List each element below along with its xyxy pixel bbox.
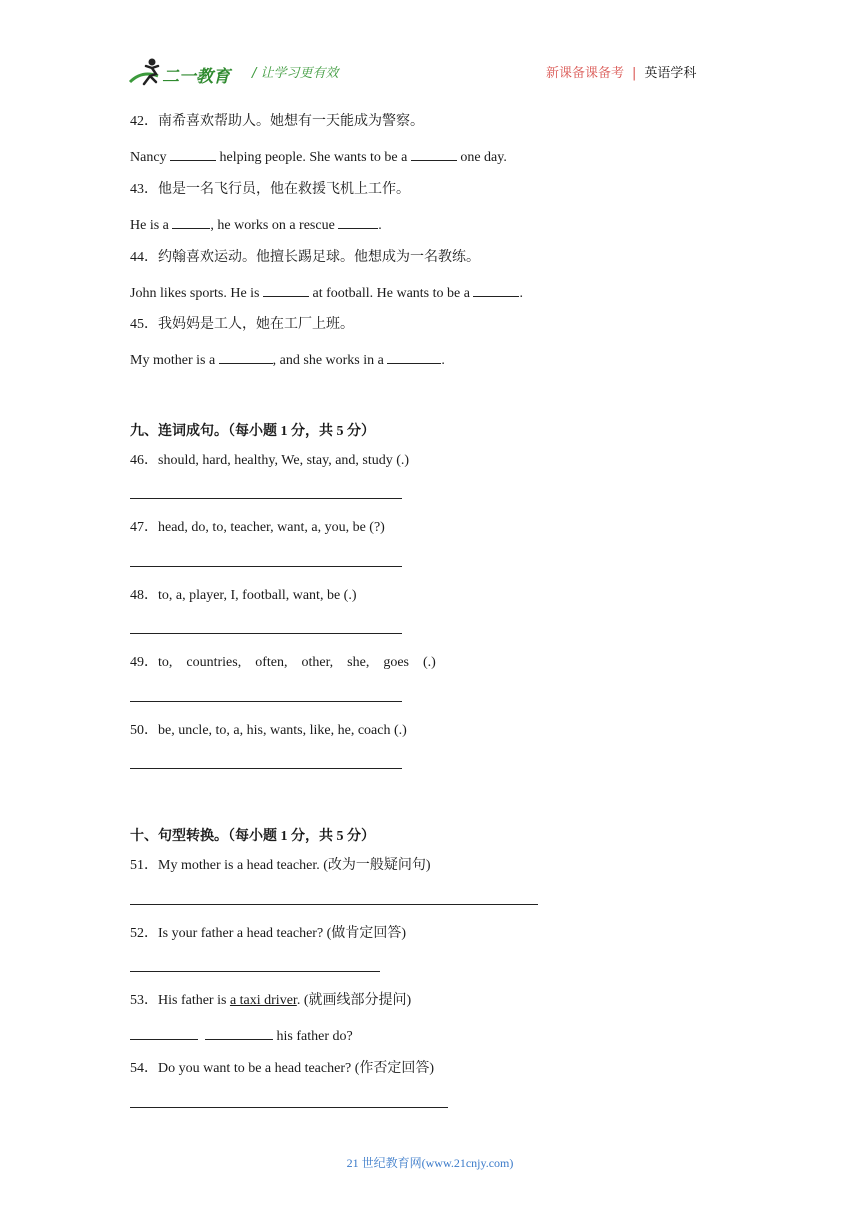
q43-blank-1[interactable] [172,215,210,229]
q43-blank-2[interactable] [338,215,378,229]
q52-prompt: 52．Is your father a head teacher? (做肯定回答) [130,926,407,941]
q54-prompt: 54．Do you want to be a head teacher? (作否定回答) [130,1061,435,1076]
q42-chinese: 42．南希喜欢帮助人。她想有一天能成为警察。 [130,114,424,129]
q45-blank-2[interactable] [387,350,441,364]
q53-blank-2[interactable] [205,1026,273,1040]
page-footer: 21 世纪教育网(www.21cnjy.com) [346,1156,514,1170]
q47-answer-line[interactable] [130,566,402,567]
q44-chinese: 44．约翰喜欢运动。他擅长踢足球。他想成为一名教练。 [130,250,480,265]
q43-english: He is a , he works on a rescue . [130,215,382,235]
header-divider: | [632,66,637,81]
q42-blank-2[interactable] [411,147,457,161]
section-9-title: 九、连词成句。（每小题 1 分，共 5 分） [130,424,375,439]
q51-answer-line[interactable] [130,904,538,905]
q51-prompt: 51．My mother is a head teacher. (改为一般疑问句) [130,858,431,873]
q50-prompt: 50．be, uncle, to, a, his, wants, like, he, coach (.) [130,723,407,738]
q49-prompt: 49．to, countries, often, other, she, goes (.) [130,655,436,670]
header-subject: 英语学科 [644,66,697,81]
q50-answer-line[interactable] [130,768,402,769]
q44-blank-1[interactable] [263,283,309,297]
q53-prompt: 53．His father is a taxi driver. (就画线部分提问) [130,993,412,1008]
q46-prompt: 46．should, hard, healthy, We, stay, and, study (.) [130,453,410,468]
q53-blank-1[interactable] [130,1026,198,1040]
q52-answer-line[interactable] [130,971,380,972]
brand-logo [128,56,240,90]
q45-blank-1[interactable] [219,350,273,364]
q44-blank-2[interactable] [473,283,519,297]
logo-text: 二一教育 [162,67,230,87]
q44-english: John likes sports. He is at football. He wants to be a . [130,283,523,303]
q54-answer-line[interactable] [130,1107,448,1108]
q53-answer-row: his father do? [130,1026,353,1046]
q49-answer-line[interactable] [130,701,402,702]
header-right [546,62,696,81]
q45-chinese: 45．我妈妈是工人，她在工厂上班。 [130,317,354,332]
q47-prompt: 47．head, do, to, teacher, want, a, you, be (?) [130,520,385,535]
q42-blank-1[interactable] [170,147,216,161]
q45-english: My mother is a , and she works in a . [130,350,445,370]
q48-answer-line[interactable] [130,633,402,634]
q46-answer-line[interactable] [130,498,402,499]
header-primary: 新课备课备考 [546,66,625,81]
section-10-title: 十、句型转换。（每小题 1 分，共 5 分） [130,829,375,844]
q53-underlined-phrase: a taxi driver [229,993,297,1008]
q43-chinese: 43．他是一名飞行员，他在救援飞机上工作。 [130,182,410,197]
q48-prompt: 48．to, a, player, I, football, want, be (.) [130,588,357,603]
q42-english: Nancy helping people. She wants to be a one day. [130,147,507,167]
header-slogan: / 让学习更有效 [252,66,339,81]
